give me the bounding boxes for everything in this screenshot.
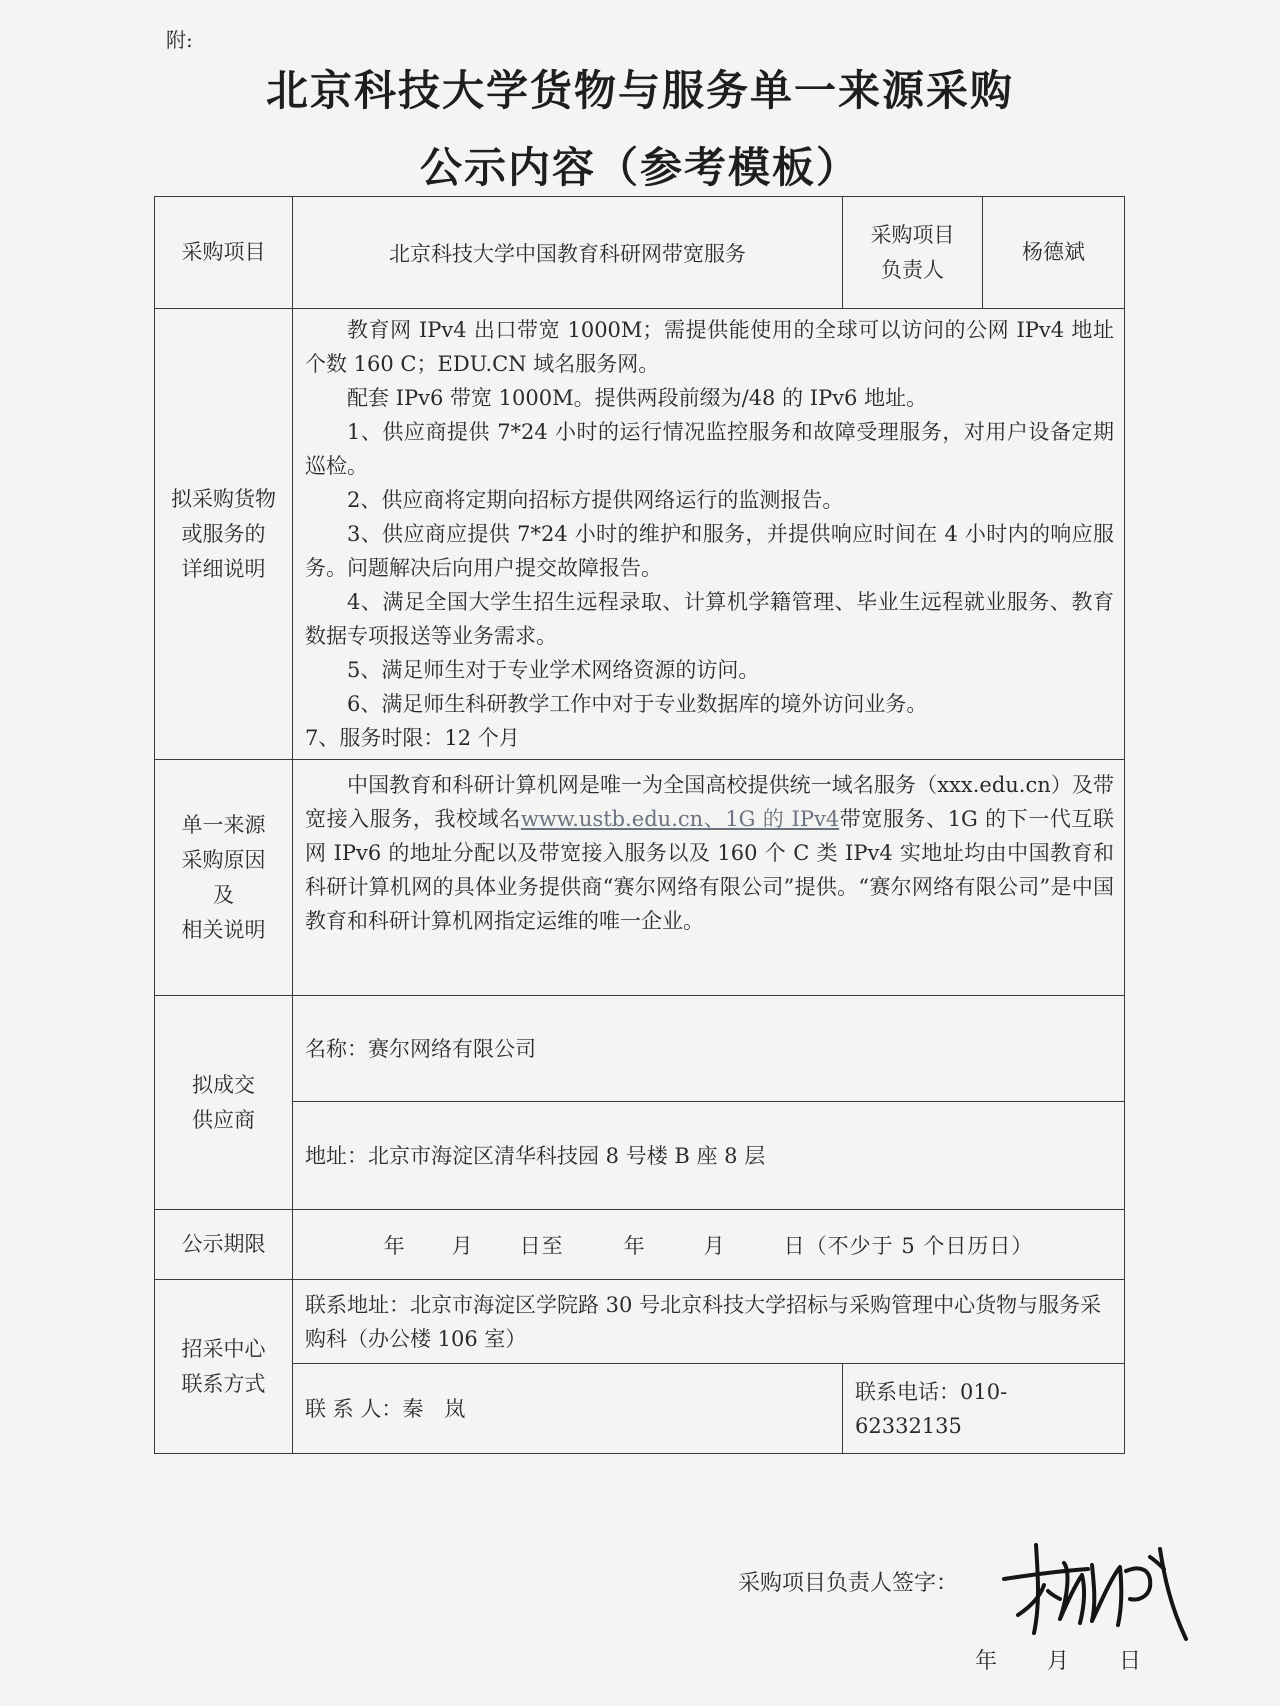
contact-label	[155, 1280, 293, 1454]
reason-label-line3: 及	[213, 882, 234, 907]
period-year-start: 年	[383, 1233, 406, 1258]
period-year-end: 年	[623, 1233, 646, 1258]
period-month-start: 月	[451, 1233, 474, 1258]
details-paragraph: 配套 IPv6 带宽 1000M。提供两段前缀为/48 的 IPv6 地址。	[347, 386, 928, 410]
reason-label-line2: 采购原因	[181, 847, 266, 872]
reason-content	[293, 760, 1125, 996]
owner-label-line2: 负责人	[881, 257, 944, 282]
row-reason	[155, 760, 1125, 996]
contact-label-line2: 联系方式	[181, 1371, 266, 1396]
document-title-line1: 北京科技大学货物与服务单一来源采购	[265, 66, 1014, 115]
contact-person-text: 联 系 人：秦 岚	[305, 1396, 466, 1421]
reason-label	[155, 760, 293, 996]
supplier-address	[293, 1102, 1125, 1210]
period-month-end: 月	[703, 1233, 726, 1258]
domain-link[interactable]: www.ustb.edu.cn、1G 的 IPv4	[520, 807, 840, 831]
owner-value-text: 杨德斌	[1022, 240, 1085, 264]
details-label	[155, 309, 293, 760]
period-value	[293, 1210, 1125, 1280]
project-value-text: 北京科技大学中国教育科研网带宽服务	[389, 241, 746, 266]
sign-date-year: 年	[975, 1649, 998, 1674]
reason-paragraph	[305, 768, 1114, 938]
details-paragraph: 3、供应商应提供 7*24 小时的维护和服务，并提供响应时间在 4 小时内的响应服务。问题解决后向用户提交故障报告。	[305, 522, 1114, 580]
details-paragraph: 6、满足师生科研教学工作中对于专业数据库的境外访问业务。	[347, 692, 928, 716]
details-label-line1: 拟采购货物	[171, 486, 276, 511]
row-supplier-address	[155, 1102, 1125, 1210]
supplier-name-text: 名称：赛尔网络有限公司	[305, 1036, 536, 1061]
supplier-address-text: 地址：北京市海淀区清华科技园 8 号楼 B 座 8 层	[305, 1143, 766, 1168]
details-paragraph: 1、供应商提供 7*24 小时的运行情况监控服务和故障受理服务，对用户设备定期巡检。	[305, 420, 1114, 478]
supplier-label-line2: 供应商	[192, 1107, 255, 1132]
details-label-line3: 详细说明	[181, 556, 266, 581]
details-service-term: 7、服务时限：12 个月	[305, 726, 520, 750]
project-owner-value	[983, 197, 1125, 309]
details-paragraph: 教育网 IPv4 出口带宽 1000M；需提供能使用的全球可以访问的公网 IPv4 地址个数 160 C；EDU.CN 域名服务网。	[305, 318, 1114, 376]
contact-phone-text: 联系电话：010-62332135	[855, 1379, 1008, 1438]
row-contact-address	[155, 1280, 1125, 1364]
handwritten-signature	[1000, 1535, 1200, 1645]
sign-date-month: 月	[1047, 1649, 1070, 1674]
row-contact-person	[155, 1364, 1125, 1454]
row-details	[155, 309, 1125, 760]
contact-label-line1: 招采中心	[181, 1336, 266, 1361]
project-owner-label	[843, 197, 983, 309]
contact-person	[293, 1364, 843, 1454]
reason-text-part1: 中国教育和科研计算机网是唯一为全国高校提供统一域名服务（xxx.edu.cn）及带宽接入服务，我校域名	[305, 773, 1114, 831]
attachment-label: 附:	[166, 28, 193, 52]
project-label-text: 采购项目	[181, 240, 266, 264]
project-label	[155, 197, 293, 309]
period-label-text: 公示期限	[181, 1232, 266, 1256]
contact-address-text: 联系地址：北京市海淀区学院路 30 号北京科技大学招标与采购管理中心货物与服务采购科（办公楼 106 室）	[305, 1292, 1102, 1351]
reason-label-line1: 单一来源	[181, 812, 266, 837]
details-paragraph: 2、供应商将定期向招标方提供网络运行的监测报告。	[347, 488, 844, 512]
period-label	[155, 1210, 293, 1280]
contact-phone	[843, 1364, 1125, 1454]
supplier-label-line1: 拟成交	[192, 1072, 255, 1097]
document-title-line2: 公示内容（参考模板）	[419, 143, 860, 192]
contact-address	[293, 1280, 1125, 1364]
details-content	[293, 309, 1125, 760]
reason-label-line4: 相关说明	[181, 917, 266, 942]
announcement-table	[154, 196, 1125, 1454]
supplier-label	[155, 996, 293, 1210]
details-paragraph: 4、满足全国大学生招生远程录取、计算机学籍管理、毕业生远程就业服务、教育数据专项报送等业务需求。	[305, 590, 1114, 648]
supplier-name	[293, 996, 1125, 1102]
sign-date-day: 日	[1119, 1649, 1142, 1674]
details-label-line2: 或服务的	[181, 521, 266, 546]
row-project	[155, 197, 1125, 309]
project-value	[293, 197, 843, 309]
period-day-start: 日至	[519, 1233, 564, 1258]
period-day-end: 日（不少于 5 个日历日）	[783, 1233, 1034, 1258]
signature-label: 采购项目负责人签字：	[738, 1571, 959, 1596]
reason-text-part2: 带宽服务、1G 的下一代互联网 IPv6 的地址分配以及带宽接入服务以及 160 个 C 类 IPv4 实地址均由中国教育和科研计算机网的具体业务提供商“赛尔网络有限公司”提供。“赛尔网络有限公司”是中国教育和科研计算机网指定运维的唯一企业。	[305, 807, 1114, 933]
signature-date	[975, 1644, 1141, 1675]
owner-label-line1: 采购项目	[870, 222, 955, 247]
details-paragraph: 5、满足师生对于专业学术网络资源的访问。	[347, 658, 760, 682]
row-supplier-name	[155, 996, 1125, 1102]
row-period	[155, 1210, 1125, 1280]
